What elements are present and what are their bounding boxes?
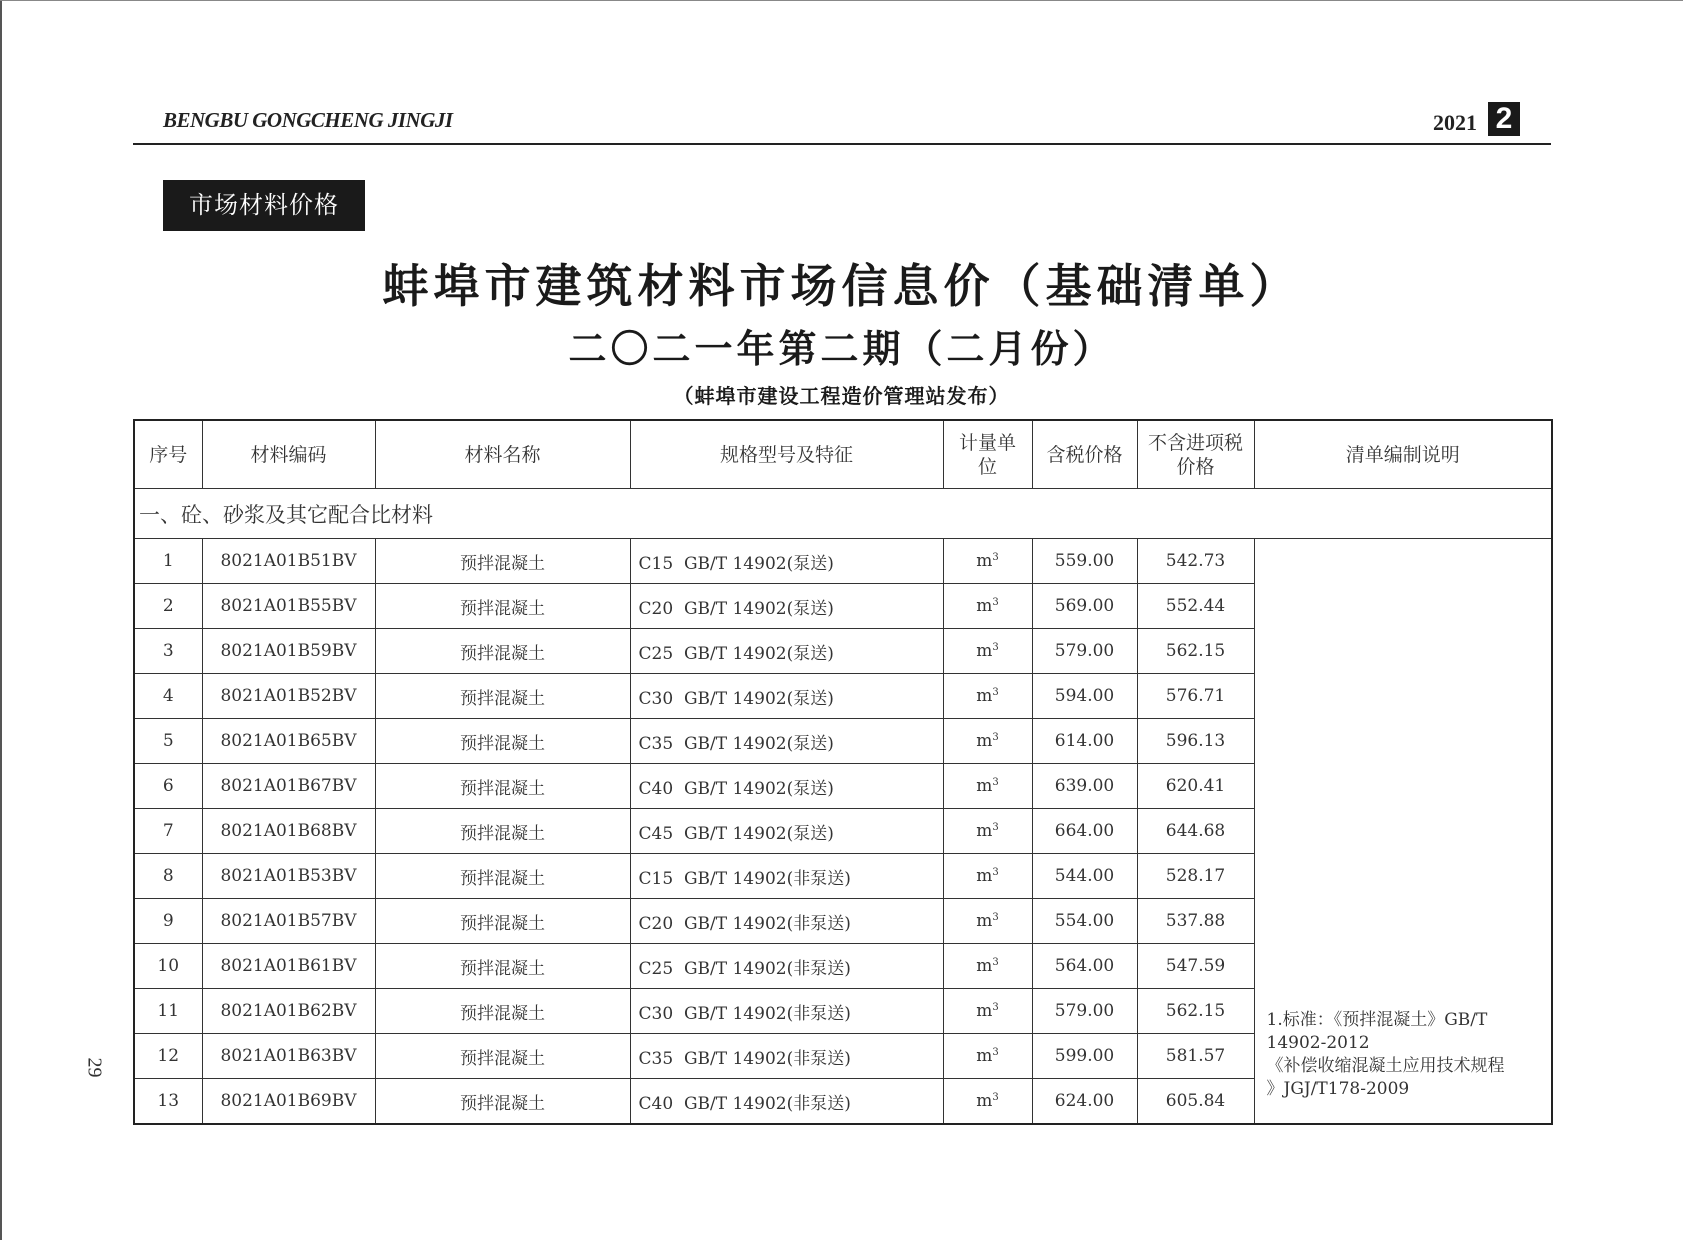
cell-index: 13	[134, 1079, 202, 1125]
cell-price-tax: 564.00	[1032, 944, 1137, 989]
unit-base: m	[976, 686, 993, 706]
unit-exponent: 3	[992, 642, 999, 653]
unit-base: m	[976, 551, 993, 571]
cell-price-notax: 528.17	[1137, 854, 1254, 899]
cell-index: 12	[134, 1034, 202, 1079]
note-line: 《补偿收缩混凝土应用技术规程	[1266, 1056, 1505, 1076]
page-title: 蚌埠市建筑材料市场信息价（基础清单）	[382, 259, 1301, 313]
cell-unit	[943, 944, 1032, 989]
cell-name: 预拌混凝土	[375, 899, 630, 944]
category-row	[134, 489, 1552, 539]
cell-price-notax: 644.68	[1137, 809, 1254, 854]
unit-base: m	[976, 1046, 993, 1066]
unit-base: m	[976, 821, 993, 841]
col-header-unit-line1: 计量单	[958, 431, 1016, 454]
cell-index: 2	[134, 584, 202, 629]
page-subtitle: 二〇二一年第二期（二月份）	[568, 326, 1115, 371]
cell-unit	[943, 899, 1032, 944]
cell-index: 11	[134, 989, 202, 1034]
cell-unit	[943, 764, 1032, 809]
cell-spec: C20 GB/T 14902(泵送)	[630, 584, 943, 629]
col-header-index: 序号	[134, 420, 202, 489]
col-header-price-notax-line2: 价格	[1176, 455, 1215, 478]
table-header-row	[134, 420, 1552, 489]
cell-code: 8021A01B62BV	[202, 989, 375, 1034]
cell-index: 1	[134, 539, 202, 584]
note-line: 1.标准：《预拌混凝土》GB/T	[1266, 1010, 1488, 1030]
cell-code: 8021A01B63BV	[202, 1034, 375, 1079]
unit-exponent: 3	[992, 777, 999, 788]
cell-price-tax: 579.00	[1032, 629, 1137, 674]
cell-spec: C45 GB/T 14902(泵送)	[630, 809, 943, 854]
cell-name: 预拌混凝土	[375, 539, 630, 584]
unit-base: m	[976, 956, 993, 976]
cell-code: 8021A01B67BV	[202, 764, 375, 809]
cell-spec: C40 GB/T 14902(泵送)	[630, 764, 943, 809]
cell-name: 预拌混凝土	[375, 584, 630, 629]
cell-index: 6	[134, 764, 202, 809]
cell-unit	[943, 854, 1032, 899]
cell-price-notax: 547.59	[1137, 944, 1254, 989]
cell-name: 预拌混凝土	[375, 944, 630, 989]
cell-index: 10	[134, 944, 202, 989]
col-header-price-notax-line1: 不含进项税	[1147, 431, 1243, 454]
cell-name: 预拌混凝土	[375, 629, 630, 674]
unit-exponent: 3	[992, 687, 999, 698]
header-year: 2021	[1433, 110, 1477, 135]
page-edge-top	[0, 0, 1683, 1]
unit-base: m	[976, 1091, 993, 1111]
unit-exponent: 3	[992, 1002, 999, 1013]
cell-price-tax: 664.00	[1032, 809, 1137, 854]
cell-spec: C25 GB/T 14902(非泵送)	[630, 944, 943, 989]
cell-index: 5	[134, 719, 202, 764]
cell-index: 3	[134, 629, 202, 674]
cell-price-tax: 559.00	[1032, 539, 1137, 584]
cell-price-tax: 569.00	[1032, 584, 1137, 629]
unit-exponent: 3	[992, 597, 999, 608]
cell-index: 4	[134, 674, 202, 719]
cell-code: 8021A01B61BV	[202, 944, 375, 989]
col-header-price-notax	[1137, 420, 1254, 489]
cell-price-notax: 576.71	[1137, 674, 1254, 719]
cell-index: 7	[134, 809, 202, 854]
cell-code: 8021A01B55BV	[202, 584, 375, 629]
unit-exponent: 3	[992, 732, 999, 743]
col-header-code: 材料编码	[202, 420, 375, 489]
cell-code: 8021A01B57BV	[202, 899, 375, 944]
cell-price-notax: 562.15	[1137, 629, 1254, 674]
unit-exponent: 3	[992, 912, 999, 923]
page-edge	[0, 0, 2, 1240]
cell-unit	[943, 989, 1032, 1034]
table-row	[134, 539, 1552, 584]
cell-price-notax: 605.84	[1137, 1079, 1254, 1125]
unit-exponent: 3	[992, 957, 999, 968]
unit-base: m	[976, 596, 993, 616]
price-table	[133, 419, 1553, 1125]
issue-badge: 2	[1488, 102, 1520, 136]
unit-base: m	[976, 641, 993, 661]
cell-price-notax: 620.41	[1137, 764, 1254, 809]
unit-exponent: 3	[992, 822, 999, 833]
cell-spec: C35 GB/T 14902(非泵送)	[630, 1034, 943, 1079]
page-number: 29	[83, 1057, 106, 1078]
cell-price-notax: 596.13	[1137, 719, 1254, 764]
cell-spec: C35 GB/T 14902(泵送)	[630, 719, 943, 764]
col-header-unit-line2: 位	[977, 455, 997, 478]
cell-name: 预拌混凝土	[375, 854, 630, 899]
cell-code: 8021A01B59BV	[202, 629, 375, 674]
cell-price-tax: 599.00	[1032, 1034, 1137, 1079]
note-cell	[1254, 539, 1552, 1125]
cell-unit	[943, 719, 1032, 764]
unit-base: m	[976, 776, 993, 796]
cell-price-tax: 554.00	[1032, 899, 1137, 944]
unit-exponent: 3	[992, 552, 999, 563]
cell-code: 8021A01B53BV	[202, 854, 375, 899]
category-label: 一、砼、砂浆及其它配合比材料	[134, 489, 1552, 539]
unit-exponent: 3	[992, 1092, 999, 1103]
publisher-line: （蚌埠市建设工程造价管理站发布）	[673, 384, 1010, 408]
col-header-spec: 规格型号及特征	[630, 420, 943, 489]
cell-unit	[943, 629, 1032, 674]
cell-price-notax: 562.15	[1137, 989, 1254, 1034]
cell-unit	[943, 809, 1032, 854]
col-header-note: 清单编制说明	[1254, 420, 1552, 489]
cell-price-tax: 544.00	[1032, 854, 1137, 899]
cell-spec: C20 GB/T 14902(非泵送)	[630, 899, 943, 944]
header-rule	[133, 143, 1551, 145]
cell-code: 8021A01B69BV	[202, 1079, 375, 1125]
cell-unit	[943, 1079, 1032, 1125]
cell-spec: C15 GB/T 14902(泵送)	[630, 539, 943, 584]
cell-code: 8021A01B65BV	[202, 719, 375, 764]
cell-price-tax: 614.00	[1032, 719, 1137, 764]
unit-exponent: 3	[992, 867, 999, 878]
cell-spec: C40 GB/T 14902(非泵送)	[630, 1079, 943, 1125]
cell-name: 预拌混凝土	[375, 674, 630, 719]
cell-code: 8021A01B52BV	[202, 674, 375, 719]
cell-name: 预拌混凝土	[375, 1034, 630, 1079]
unit-base: m	[976, 866, 993, 886]
cell-name: 预拌混凝土	[375, 1079, 630, 1125]
unit-base: m	[976, 1001, 993, 1021]
cell-name: 预拌混凝土	[375, 809, 630, 854]
unit-exponent: 3	[992, 1047, 999, 1058]
cell-index: 9	[134, 899, 202, 944]
cell-name: 预拌混凝土	[375, 719, 630, 764]
col-header-price-tax: 含税价格	[1032, 420, 1137, 489]
cell-price-tax: 579.00	[1032, 989, 1137, 1034]
cell-unit	[943, 584, 1032, 629]
cell-price-tax: 639.00	[1032, 764, 1137, 809]
cell-spec: C25 GB/T 14902(泵送)	[630, 629, 943, 674]
cell-price-tax: 594.00	[1032, 674, 1137, 719]
cell-spec: C15 GB/T 14902(非泵送)	[630, 854, 943, 899]
cell-spec: C30 GB/T 14902(泵送)	[630, 674, 943, 719]
section-tag: 市场材料价格	[163, 180, 365, 231]
note-line: 》JGJ/T178-2009	[1266, 1079, 1410, 1099]
unit-base: m	[976, 911, 993, 931]
unit-base: m	[976, 731, 993, 751]
cell-index: 8	[134, 854, 202, 899]
journal-name: BENGBU GONGCHENG JINGJI	[163, 108, 453, 132]
cell-unit	[943, 539, 1032, 584]
cell-spec: C30 GB/T 14902(非泵送)	[630, 989, 943, 1034]
col-header-unit	[943, 420, 1032, 489]
cell-price-tax: 624.00	[1032, 1079, 1137, 1125]
cell-price-notax: 542.73	[1137, 539, 1254, 584]
cell-code: 8021A01B68BV	[202, 809, 375, 854]
cell-price-notax: 552.44	[1137, 584, 1254, 629]
cell-price-notax: 537.88	[1137, 899, 1254, 944]
cell-unit	[943, 674, 1032, 719]
cell-price-notax: 581.57	[1137, 1034, 1254, 1079]
cell-code: 8021A01B51BV	[202, 539, 375, 584]
cell-name: 预拌混凝土	[375, 764, 630, 809]
cell-unit	[943, 1034, 1032, 1079]
cell-name: 预拌混凝土	[375, 989, 630, 1034]
note-line: 14902-2012	[1266, 1033, 1370, 1053]
col-header-name: 材料名称	[375, 420, 630, 489]
